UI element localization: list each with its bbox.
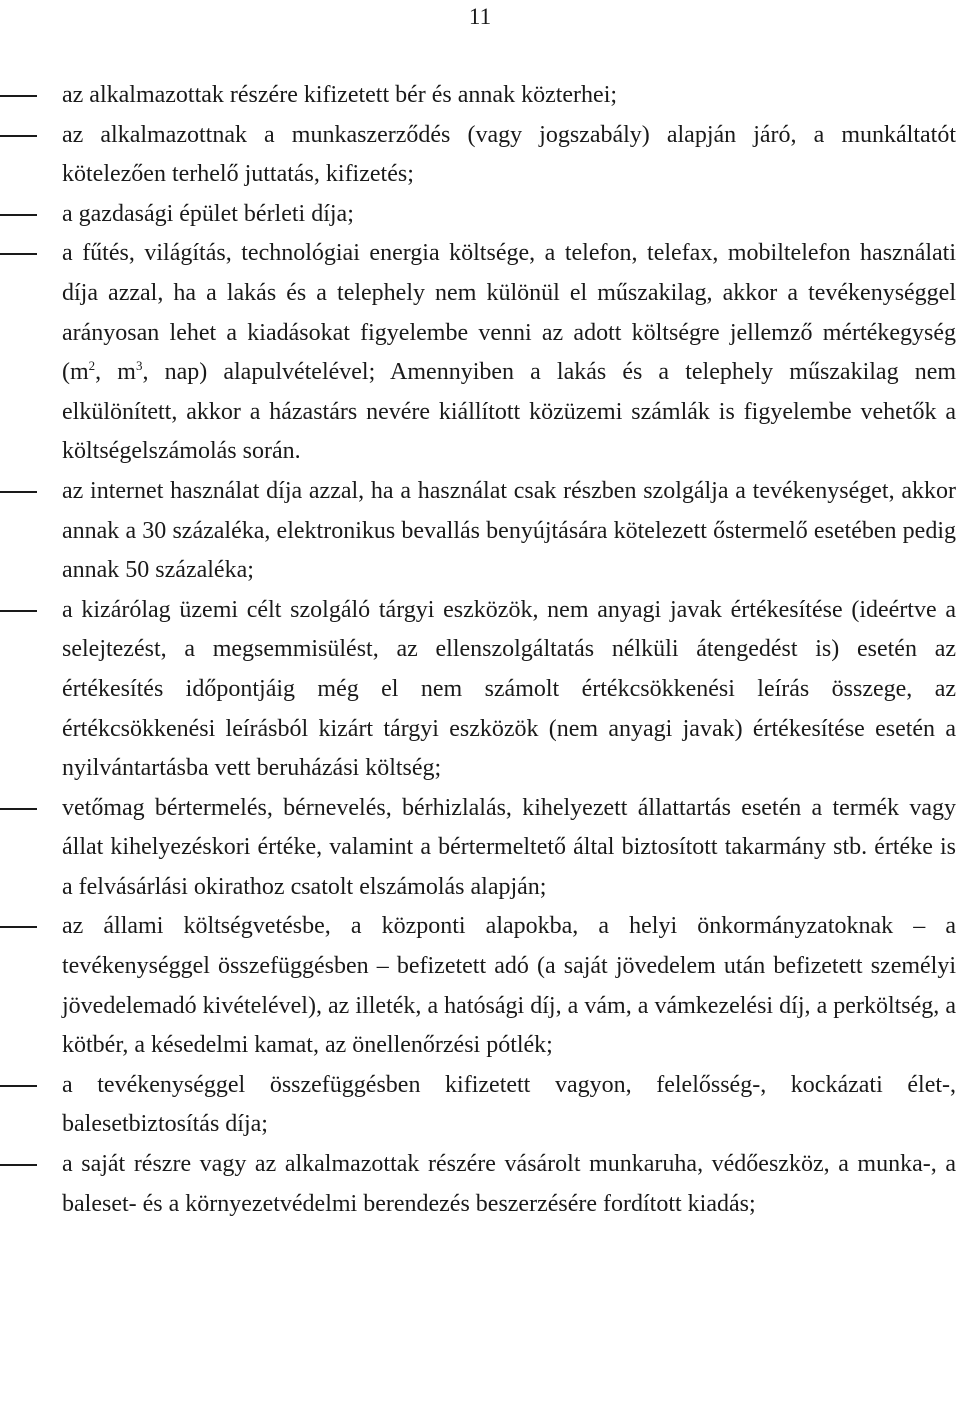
list-item-text: az állami költségvetésbe, a központi alapokba, a helyi önkormányzatoknak – a tevékenységgel összefüggésben – befizetett adó (a saját jövedelem után befizetett személyi jövedelemadó kivételével), az illeték, a hatósági díj, a vám, a vámkezelési díj, a perköltség, a kötbér, a késedelmi kamat, az önellenőrzési pótlék;: [62, 913, 956, 1059]
dash-bullet: [0, 808, 37, 810]
text-segment: , m: [95, 359, 136, 386]
text-segment: a fűtés, világítás, technológiai energia költsége, a telefon, telefax, mobiltelefon használati díja azzal, ha a lakás és a telephely nem különül el műszakilag, akkor a tevékenységgel arányosan lehet a kiadásokat figyelembe venni az adott költségre jellemző mértékegység (m: [62, 240, 956, 386]
dash-bullet: [0, 491, 37, 493]
list-item: [0, 472, 956, 591]
list-item-text: a saját részre vagy az alkalmazottak részére vásárolt munkaruha, védőeszköz, a munka-, a baleset- és a környezetvédelmi berendezés beszerzésére fordított kiadás;: [62, 1151, 956, 1217]
superscript-cube: 3: [135, 358, 143, 374]
list-item: [0, 789, 956, 908]
dash-bullet: [0, 95, 37, 97]
dash-bullet: [0, 214, 37, 216]
list-item: [0, 1066, 956, 1145]
list-item-text: a tevékenységgel összefüggésben kifizetett vagyon, felelősség-, kockázati élet-, balesetbiztosítás díja;: [62, 1071, 956, 1138]
list-item-text: a gazdasági épület bérleti díja;: [62, 200, 354, 227]
dash-bullet: [0, 253, 37, 255]
list-item: [0, 1145, 956, 1224]
list-item: [0, 116, 956, 195]
list-item-text: az alkalmazottak részére kifizetett bér és annak közterhei;: [62, 82, 618, 108]
dash-bullet: [0, 135, 37, 137]
dash-bullet: [0, 1164, 37, 1166]
list-item-text: a kizárólag üzemi célt szolgáló tárgyi eszközök, nem anyagi javak értékesítése (ideértve a selejtezést, a megsemmisülést, az ellenszolgáltatás nélküli átengedést is) esetén az értékesítés időpontjáig még el nem számolt értékcsökkenési leírás összege, az értékcsökkenési leírásból kizárt tárgyi eszközök (nem anyagi javak) értékesítése esetén a nyilvántartásba vett beruházási költség;: [62, 596, 956, 782]
list-item: [0, 76, 956, 116]
list-item-text: az internet használat díja azzal, ha a használat csak részben szolgálja a tevékenységet, akkor annak a 30 százaléka, elektronikus bevallás benyújtására kötelezett őstermelő esetében pedig annak 50 százaléka;: [62, 477, 956, 584]
list-item: [0, 195, 956, 235]
superscript-square: 2: [88, 358, 96, 374]
list-item: [0, 234, 956, 472]
list-item: [0, 907, 956, 1065]
text-segment: , nap) alapulvételével; Amennyiben a lakás és a telephely műszakilag nem elkülönített, akkor a házastárs nevére kiállított közüzemi számlák is figyelembe vehetők a költségelszámolás során.: [62, 359, 957, 465]
expense-list: [0, 76, 956, 1224]
dash-bullet: [0, 610, 37, 612]
list-item: [0, 591, 956, 789]
dash-bullet: [0, 1085, 37, 1087]
dash-bullet: [0, 926, 37, 928]
page-number: 11: [468, 4, 492, 29]
list-item-text: [62, 240, 956, 464]
list-item-text: vetőmag bértermelés, bérnevelés, bérhizlalás, kihelyezett állattartás esetén a termék vagy állat kihelyezéskori értéke, valamint a bértermeltető által biztosított takarmány stb. értéke is a felvásárlási okirathoz csatolt elszámolás alapján;: [62, 794, 956, 900]
list-item-text: az alkalmazottnak a munkaszerződés (vagy jogszabály) alapján járó, a munkáltatót kötelezően terhelő juttatás, kifizetés;: [62, 121, 956, 188]
